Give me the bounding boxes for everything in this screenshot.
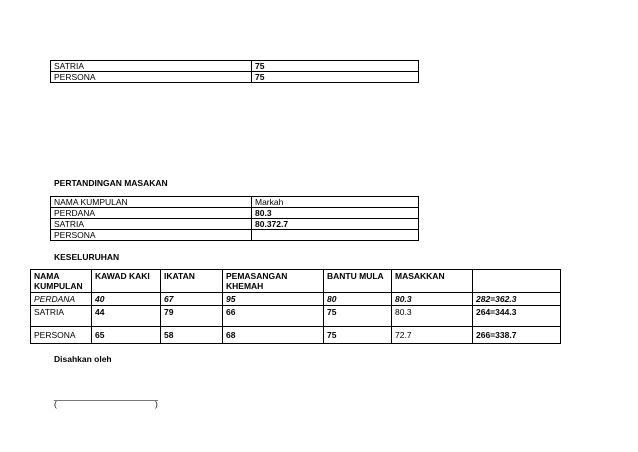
masakan-heading: PERTANDINGAN MASAKAN <box>54 178 168 188</box>
column-header: IKATAN <box>161 270 223 293</box>
table-row <box>51 219 419 230</box>
table-cell: 75 <box>324 306 392 327</box>
table-cell: 282=362.3 <box>473 293 561 306</box>
table-cell: 264=344.3 <box>473 306 561 327</box>
group-name: PERDANA <box>51 208 252 219</box>
table-row <box>51 230 419 241</box>
table-cell: 72.7 <box>392 327 473 344</box>
approval-label: Disahkan oleh <box>54 354 112 364</box>
table-row <box>51 61 419 72</box>
signature-line: ______________________ <box>54 391 159 401</box>
column-header: MASAKKAN <box>392 270 473 293</box>
table-cell: 95 <box>223 293 324 306</box>
keseluruhan-table <box>30 269 561 344</box>
table-cell: PERSONA <box>31 327 92 344</box>
table-cell: 44 <box>92 306 161 327</box>
column-header: NAMA KUMPULAN <box>31 270 92 293</box>
column-header: KAWAD KAKI <box>92 270 161 293</box>
group-name: PERSONA <box>51 230 252 241</box>
top-score-table <box>50 60 419 83</box>
table-cell: 58 <box>161 327 223 344</box>
group-score <box>252 230 419 241</box>
column-header-name: NAMA KUMPULAN <box>51 197 252 208</box>
column-header-score: Markah <box>252 197 419 208</box>
group-score: 80.3 <box>252 208 419 219</box>
keseluruhan-heading: KESELURUHAN <box>54 252 120 262</box>
table-cell: 266=338.7 <box>473 327 561 344</box>
table-cell: 67 <box>161 293 223 306</box>
group-name: PERSONA <box>51 72 252 83</box>
table-row <box>31 306 561 327</box>
column-header: BANTU MULA <box>324 270 392 293</box>
table-cell: 75 <box>324 327 392 344</box>
table-row <box>31 327 561 344</box>
group-score: 75 <box>252 72 419 83</box>
signature-paren-close: ) <box>155 399 158 409</box>
table-cell: 66 <box>223 306 324 327</box>
table-row <box>51 72 419 83</box>
group-name: SATRIA <box>51 61 252 72</box>
table-header-row <box>31 270 561 293</box>
masakan-table <box>50 196 419 241</box>
table-cell: 68 <box>223 327 324 344</box>
group-name: SATRIA <box>51 219 252 230</box>
group-score: 75 <box>252 61 419 72</box>
column-header <box>473 270 561 293</box>
table-cell: 80.3 <box>392 306 473 327</box>
table-cell: 80 <box>324 293 392 306</box>
group-score: 80.372.7 <box>252 219 419 230</box>
table-cell: SATRIA <box>31 306 92 327</box>
table-cell: 65 <box>92 327 161 344</box>
table-cell: 80.3 <box>392 293 473 306</box>
signature-paren-open: ( <box>54 399 57 409</box>
column-header: PEMASANGAN KHEMAH <box>223 270 324 293</box>
table-row <box>51 208 419 219</box>
table-row <box>31 293 561 306</box>
table-cell: 79 <box>161 306 223 327</box>
table-header-row <box>51 197 419 208</box>
table-cell: PERDANA <box>31 293 92 306</box>
table-cell: 40 <box>92 293 161 306</box>
